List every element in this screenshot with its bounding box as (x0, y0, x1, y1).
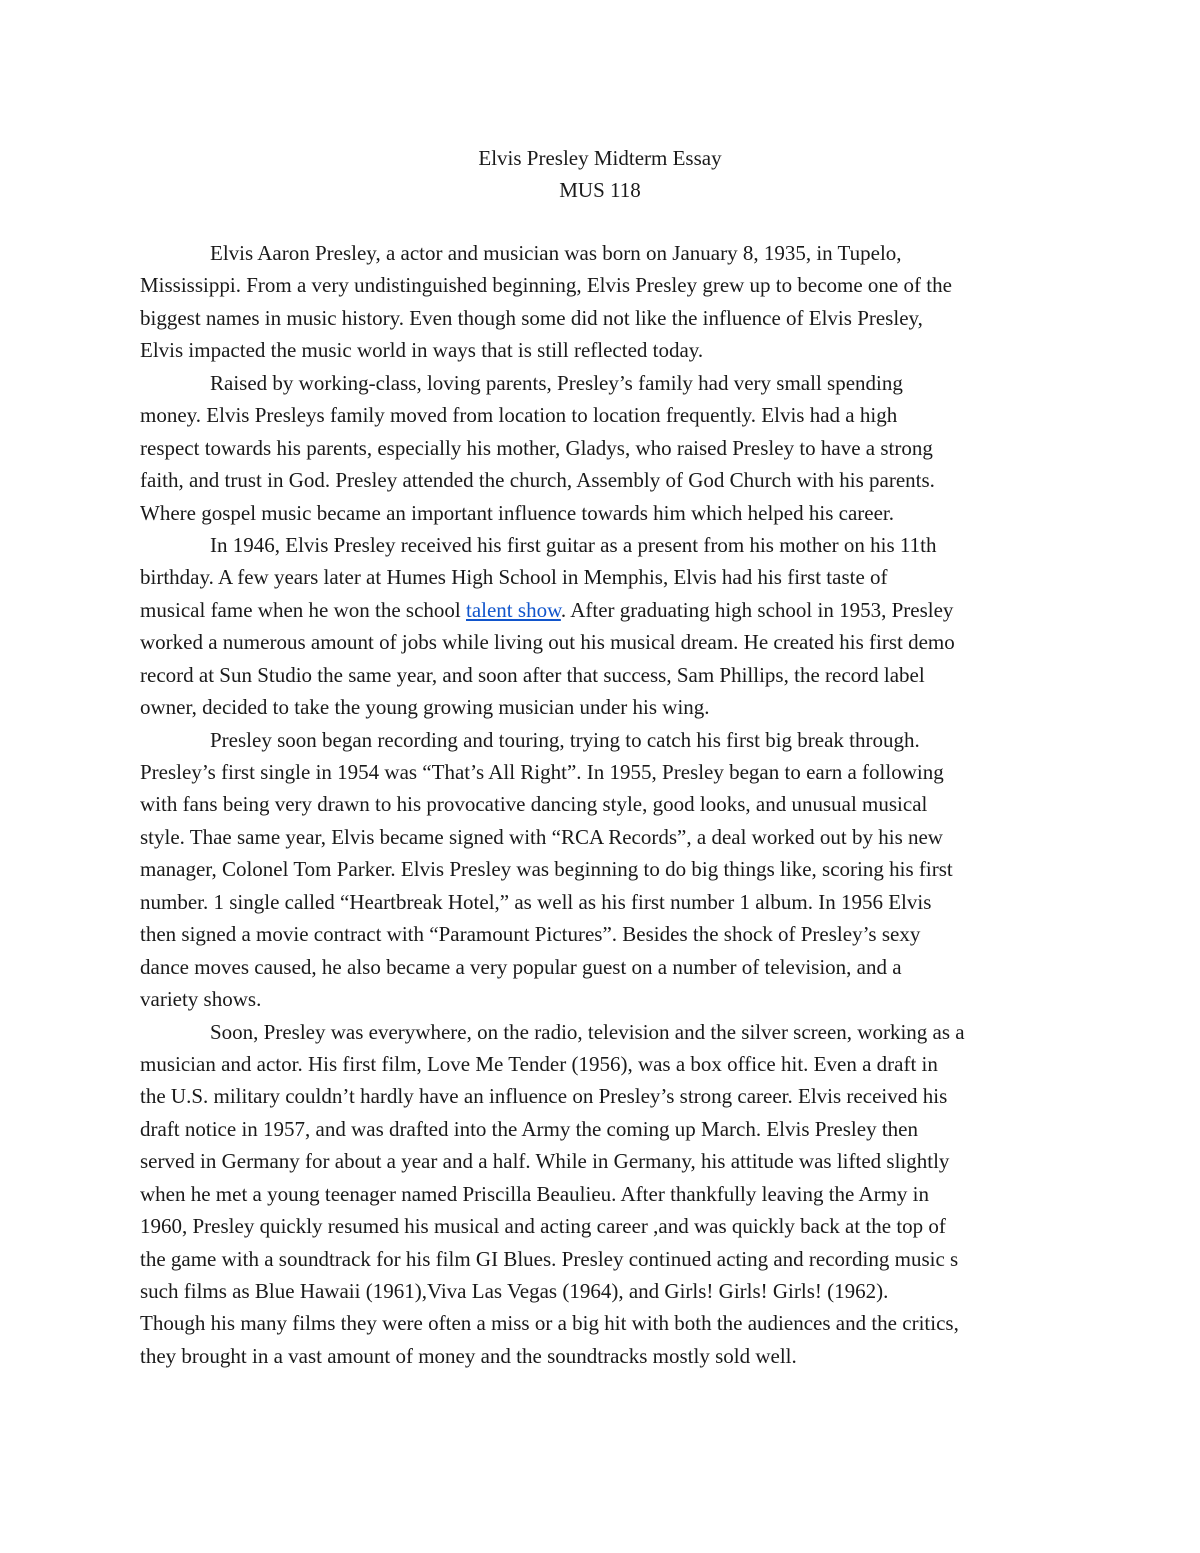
text-line: Raised by working-class, loving parents, Presley’s family had very small spending (210, 370, 903, 395)
text-line: record at Sun Studio the same year, and soon after that success, Sam Phillips, the record label (140, 662, 925, 687)
text-line: respect towards his parents, especially his mother, Gladys, who raised Presley to have a strong (140, 435, 933, 460)
essay-body (140, 237, 1068, 1372)
text-line: then signed a movie contract with “Paramount Pictures”. Besides the shock of Presley’s sexy (140, 922, 921, 947)
text-line: Presley soon began recording and touring, trying to catch his first big break through. (210, 727, 920, 752)
text-line: faith, and trust in God. Presley attended the church, Assembly of God Church with his parents. (140, 468, 935, 493)
text-line: birthday. A few years later at Humes High School in Memphis, Elvis had his first taste of (140, 565, 888, 590)
text-line: Elvis Aaron Presley, a actor and musician was born on January 8, 1935, in Tupelo, (210, 241, 902, 265)
text-segment: musical fame when he won the school (140, 597, 466, 622)
text-line: Elvis impacted the music world in ways that is still reflected today. (140, 338, 704, 363)
text-line: Mississippi. From a very undistinguished beginning, Elvis Presley grew up to become one of the (140, 273, 952, 298)
essay-title: Elvis Presley Midterm Essay (478, 146, 722, 170)
text-line: served in Germany for about a year and a half. While in Germany, his attitude was lifted slightly (140, 1149, 950, 1174)
text-line: Soon, Presley was everywhere, on the radio, television and the silver screen, working as a (210, 1019, 965, 1044)
text-line: such films as Blue Hawaii (1961),Viva Las Vegas (1964), and Girls! Girls! Girls! (1962). (140, 1279, 889, 1303)
text-line: musician and actor. His first film, Love Me Tender (1956), was a box office hit. Even a draft in (140, 1051, 938, 1076)
text-line (140, 594, 1068, 626)
text-line: with fans being very drawn to his provocative dancing style, good looks, and unusual musical (140, 792, 928, 817)
talent-show-link[interactable]: talent show (466, 597, 561, 622)
text-line: Where gospel music became an important influence towards him which helped his career. (140, 500, 894, 525)
text-line: the U.S. military couldn’t hardly have an influence on Presley’s strong career. Elvis received his (140, 1084, 948, 1109)
title-block (0, 142, 1200, 206)
text-line: Though his many films they were often a miss or a big hit with both the audiences and the critics, (140, 1311, 959, 1336)
text-segment: . After graduating high school in 1953, Presley (560, 597, 954, 622)
text-line: dance moves caused, he also became a very popular guest on a number of television, and a (140, 954, 902, 979)
text-line: number. 1 single called “Heartbreak Hotel,” as well as his first number 1 album. In 1956 Elvis (140, 889, 932, 914)
text-line: manager, Colonel Tom Parker. Elvis Presley was beginning to do big things like, scoring his first (140, 857, 953, 882)
text-line: they brought in a vast amount of money and the soundtracks mostly sold well. (140, 1343, 797, 1368)
text-line: Presley’s first single in 1954 was “That’s All Right”. In 1955, Presley began to earn a following (140, 760, 944, 784)
text-line: biggest names in music history. Even though some did not like the influence of Elvis Presley, (140, 305, 923, 330)
text-line: the game with a soundtrack for his film GI Blues. Presley continued acting and recording music s (140, 1246, 959, 1271)
text-line: variety shows. (140, 987, 262, 1012)
text-line: 1960, Presley quickly resumed his musical and acting career ,and was quickly back at the top of (140, 1214, 946, 1239)
text-line: In 1946, Elvis Presley received his first guitar as a present from his mother on his 11th (210, 532, 937, 557)
text-line: worked a numerous amount of jobs while living out his musical dream. He created his first demo (140, 630, 955, 655)
text-line: style. Thae same year, Elvis became signed with “RCA Records”, a deal worked out by his new (140, 824, 943, 849)
text-line: when he met a young teenager named Priscilla Beaulieu. After thankfully leaving the Army in (140, 1181, 930, 1206)
text-line: draft notice in 1957, and was drafted into the Army the coming up March. Elvis Presley then (140, 1116, 918, 1141)
text-line: owner, decided to take the young growing musician under his wing. (140, 695, 710, 720)
course-code: MUS 118 (559, 178, 641, 202)
text-line: money. Elvis Presleys family moved from location to location frequently. Elvis had a high (140, 403, 898, 428)
